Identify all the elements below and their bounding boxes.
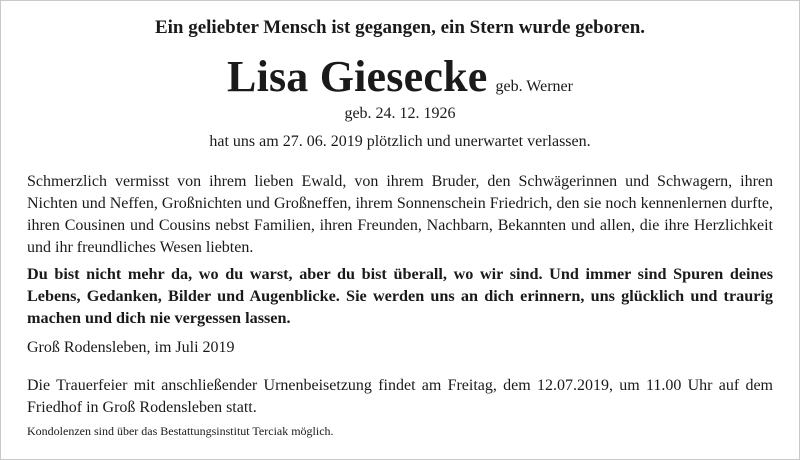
tagline: Ein geliebter Mensch ist gegangen, ein Stern wurde geboren. <box>154 17 646 38</box>
funeral-info: Die Trauerfeier mit anschließender Urnenbeisetzung findet am Freitag, dem 12.07.2019, um 11.00 Uhr auf dem Friedhof in Groß Rodensleben statt. <box>27 377 773 416</box>
place-date: Groß Rodensleben, im Juli 2019 <box>27 339 235 356</box>
verse-paragraph: Du bist nicht mehr da, wo du warst, aber du bist überall, wo wir sind. Und immer sind Spuren deines Lebens, Gedanken, Bilder und Augenblicke. Sie werden uns an dich erinnern, uns glücklich und traurig machen und dich nie vergessen lassen. <box>27 265 773 327</box>
maiden-name: geb. Werner <box>495 78 573 95</box>
mourners-paragraph: Schmerzlich vermisst von ihrem lieben Ewald, von ihrem Bruder, den Schwägerinnen und Schwagern, ihren Nichten und Neffen, Großnichten und Großneffen, ihrem Sonnenschein Friedrich, den sie noch kennenlernen durfte, ihren Cousinen und Cousins nebst Familien, ihren Freunden, Nachbarn, Bekannten und allen, die ihre Herzlichkeit und ihr freundliches Wesen liebten. <box>27 173 773 256</box>
deceased-name: Lisa Giesecke <box>227 52 488 101</box>
passing-line: hat uns am 27. 06. 2019 plötzlich und unerwartet verlassen. <box>209 133 591 150</box>
name-row <box>1 51 799 102</box>
condolences-note: Kondolenzen sind über das Bestattungsinstitut Terciak möglich. <box>27 424 334 438</box>
birth-date: geb. 24. 12. 1926 <box>344 105 456 122</box>
